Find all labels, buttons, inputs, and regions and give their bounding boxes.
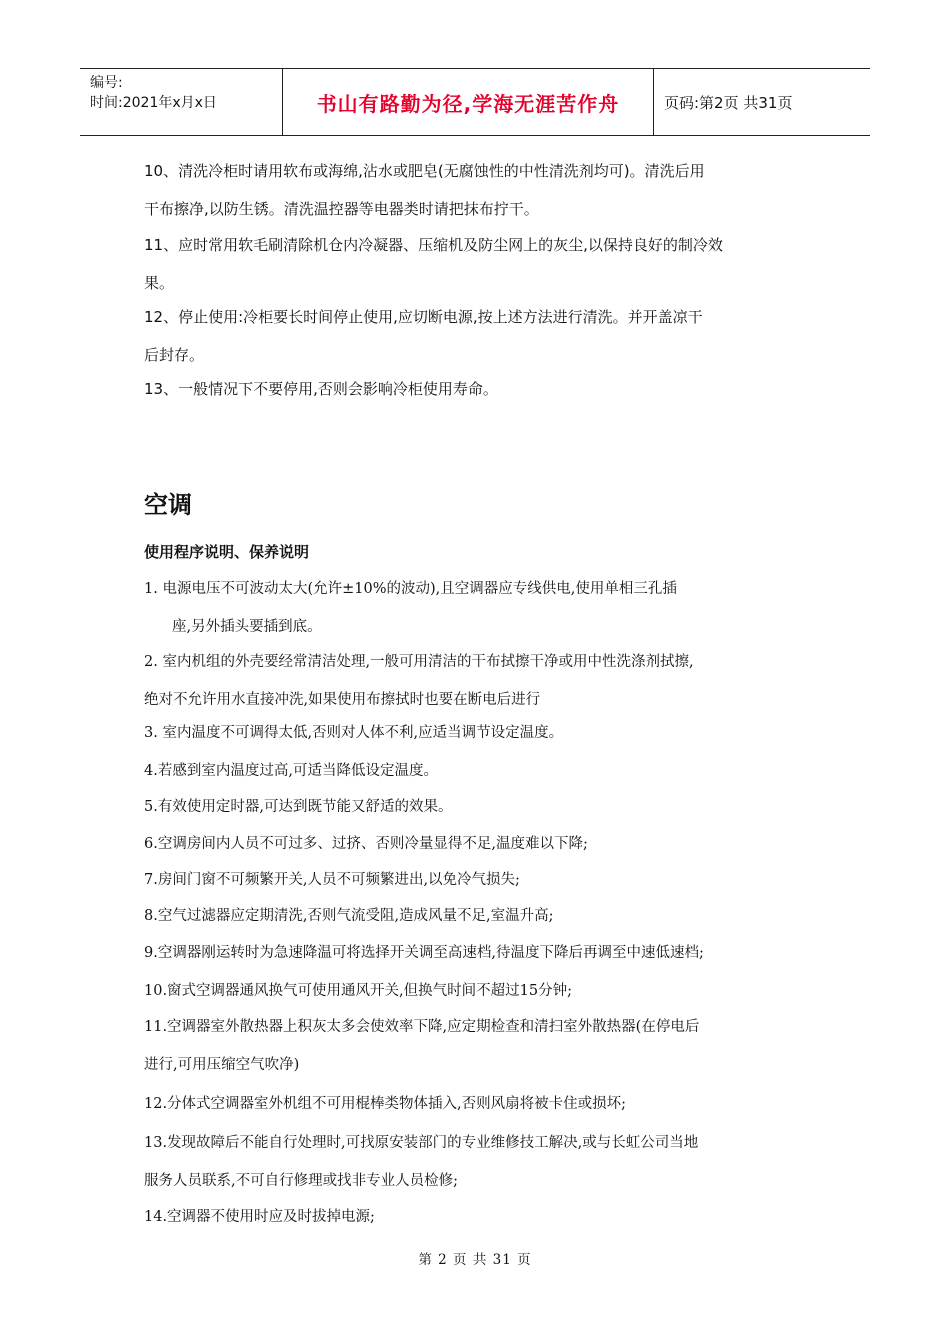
ac-item-10 (144, 972, 816, 1010)
freezer-item-10 (144, 152, 816, 228)
paragraph-line: 10、清洗冷柜时请用软布或海绵,沾水或肥皂(无腐蚀性的中性清洗剂均可)。清洗后用 (144, 162, 705, 180)
ac-item-6 (144, 825, 816, 863)
paragraph-line: 服务人员联系,不可自行修理或找非专业人员检修; (144, 1173, 458, 1189)
paragraph-line: 座,另外插头要插到底。 (172, 619, 322, 635)
header-page-number: 页码:第2页 共31页 (664, 93, 793, 112)
paragraph-line: 12.分体式空调器室外机组不可用棍棒类物体插入,否则风扇将被卡住或损坏; (144, 1096, 627, 1112)
paragraph-line: 2. 室内机组的外壳要经常清洁处理,一般可用清洁的干布拭擦干净或用中性洗涤剂拭擦, (144, 654, 694, 670)
document-date-label: 时间:2021年x月x日 (90, 95, 217, 111)
ac-item-13 (144, 1124, 816, 1200)
page-header (80, 68, 870, 136)
ac-item-1 (144, 570, 816, 646)
paragraph-line: 后封存。 (144, 346, 205, 364)
ac-item-14 (144, 1198, 816, 1236)
ac-item-4 (144, 752, 816, 790)
freezer-item-12 (144, 298, 816, 374)
ac-item-3 (144, 714, 816, 752)
sub-title: 使用程序说明、保养说明 (144, 543, 310, 561)
paragraph-line: 10.窗式空调器通风换气可使用通风开关,但换气时间不超过15分钟; (144, 983, 573, 999)
paragraph-line: 果。 (144, 274, 175, 292)
paragraph-line: 7.房间门窗不可频繁开关,人员不可频繁进出,以免冷气损失; (144, 872, 520, 888)
freezer-item-13 (144, 370, 816, 408)
ac-item-9 (144, 934, 816, 972)
paragraph-line: 1. 电源电压不可波动太大(允许±10%的波动),且空调器应专线供电,使用单相三孔插 (144, 581, 677, 597)
header-motto-cell (282, 69, 654, 135)
header-meta (80, 69, 282, 135)
header-motto: 书山有路勤为径,学海无涯苦作舟 (316, 91, 620, 116)
paragraph-line: 进行,可用压缩空气吹净) (144, 1057, 300, 1073)
header-page-cell (654, 69, 870, 135)
paragraph-line: 12、停止使用:冷柜要长时间停止使用,应切断电源,按上述方法进行清洗。并开盖凉干 (144, 308, 703, 326)
paragraph-line: 8.空气过滤器应定期清洗,否则气流受阻,造成风量不足,室温升高; (144, 908, 554, 924)
paragraph-line: 13、一般情况下不要停用,否则会影响冷柜使用寿命。 (144, 380, 498, 398)
document-code-label: 编号: (90, 75, 123, 91)
page-footer: 第 2 页 共 31 页 (418, 1252, 532, 1268)
freezer-item-11 (144, 226, 816, 302)
ac-item-8 (144, 897, 816, 935)
paragraph-line: 5.有效使用定时器,可达到既节能又舒适的效果。 (144, 799, 453, 815)
paragraph-line: 6.空调房间内人员不可过多、过挤、否则冷量显得不足,温度难以下降; (144, 836, 588, 852)
paragraph-line: 干布擦净,以防生锈。清洗温控器等电器类时请把抹布拧干。 (144, 200, 539, 218)
paragraph-line: 绝对不允许用水直接冲洗,如果使用布擦拭时也要在断电后进行 (144, 692, 541, 708)
ac-item-7 (144, 861, 816, 899)
paragraph-line: 9.空调器刚运转时为急速降温可将选择开关调至高速档,待温度下降后再调至中速低速档; (144, 945, 704, 961)
section-title: 空调 (144, 491, 192, 519)
paragraph-line: 11.空调器室外散热器上积灰太多会使效率下降,应定期检查和清扫室外散热器(在停电后 (144, 1019, 700, 1035)
paragraph-line: 13.发现故障后不能自行处理时,可找原安装部门的专业维修技工解决,或与长虹公司当地 (144, 1135, 699, 1151)
ac-item-5 (144, 788, 816, 826)
paragraph-line: 3. 室内温度不可调得太低,否则对人体不利,应适当调节设定温度。 (144, 725, 564, 741)
paragraph-line: 14.空调器不使用时应及时拔掉电源; (144, 1209, 375, 1225)
paragraph-line: 11、应时常用软毛刷清除机仓内冷凝器、压缩机及防尘网上的灰尘,以保持良好的制冷效 (144, 236, 723, 254)
ac-item-12 (144, 1085, 816, 1123)
ac-item-11 (144, 1008, 816, 1084)
paragraph-line: 4.若感到室内温度过高,可适当降低设定温度。 (144, 763, 438, 779)
ac-item-2 (144, 643, 816, 719)
